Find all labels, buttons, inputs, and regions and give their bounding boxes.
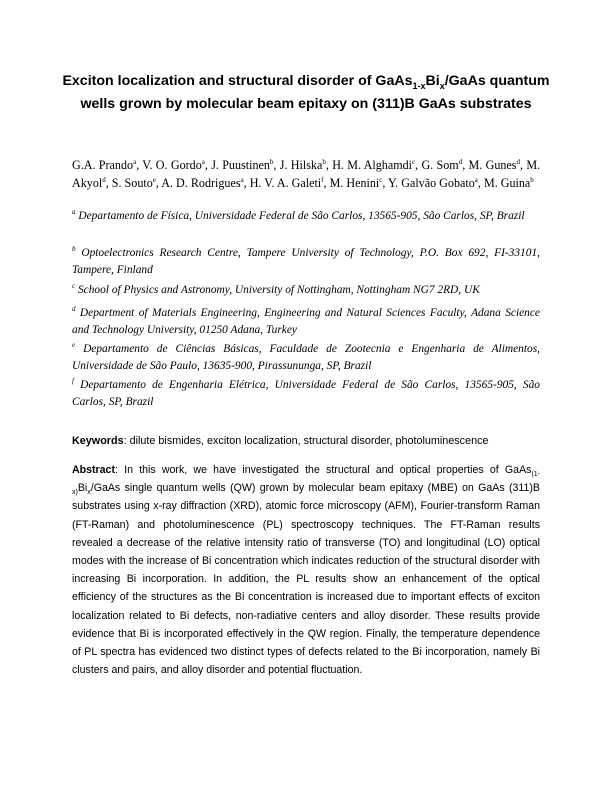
author: M. Henini$^c$ (329, 175, 383, 190)
abstract-label: Abstract (72, 464, 115, 476)
keywords-section (72, 434, 540, 448)
affiliation-mark: a (72, 208, 76, 217)
title-subscript-2: x (439, 80, 445, 91)
affiliation-mark: c (72, 282, 76, 291)
abstract-text-mid: Bi (77, 482, 88, 495)
abstract-text-body: /GaAs single quantum wells (QW) grown by molecular beam epitaxy (MBE) on GaAs (311)B substrates using x-ray diffraction (XRD), atomic force microscopy (AFM), Fourier-transform Raman (FT-Raman) and photoluminescence (PL) spectroscopy techniques. The FT-Raman results revealed a decrease of the relative intensity ratio of transverse (TO) and longitudinal (LO) optical modes with the increase of Bi concentration which indicates reduction of the structural disorder with increasing Bi incorporation. In addition, the PL results show an enhancement of the optical efficiency of the structures as the Bi concentration is increased due to important effects of exciton localization related to Bi defects, non-radiative centers and alloy disorder. These results provide evidence that Bi is incorporated effectively in the QW region. Finally, the temperature dependence of PL spectra has evidenced two distinct types of defects related to the Bi incorporation, namely Bi clusters and pairs, and alloy disorder and potential fluctuation. (72, 482, 540, 677)
author: A. D. Rodrigues$^a$ (161, 175, 244, 190)
affiliation-text: Departamento de Ciências Básicas, Faculdade de Zootecnia e Engenharia de Alimentos, Universidade de São Paulo, 13635-900, Pirassununga, SP, Brazil (72, 343, 540, 372)
affiliation-text: Departamento de Engenharia Elétrica, Universidade Federal de São Carlos, 13565-905, São Carlos, SP, Brazil (72, 379, 540, 408)
affiliation-c (72, 282, 540, 299)
title-text-1: Exciton localization and structural disorder of GaAs (62, 73, 413, 89)
affiliation-mark: f (72, 377, 74, 386)
affiliation-text: Departamento de Física, Universidade Federal de São Carlos, 13565-905, São Carlos, SP, Brazil (78, 210, 525, 222)
affiliation-mark: e (72, 341, 76, 350)
author-list: G.A. Prando$^a$, V. O. Gordo$^a$, J. Puustinen$^b$, J. Hilska$^b$, H. M. Alghamdi$^c$, G. Som$^d$, M. Gunes$^d$, M. Akyol$^d$, S. Souto$^e$, A. D. Rodrigues$^a$, H. V. A. Galeti$^f$, M. Henini$^c$, Y. Galvão Gobato$^a$, M. Guina$^b$ (72, 157, 541, 190)
affiliation-text: Optoelectronics Research Centre, Tampere University of Technology, P.O. Box 692, FI-33101, Tampere, Finland (72, 247, 540, 276)
affiliation-f (72, 377, 540, 411)
affiliation-mark: d (72, 305, 76, 314)
affiliation-e (72, 341, 540, 375)
abstract-subscript-2: x (87, 489, 91, 497)
author: S. Souto$^e$ (111, 175, 156, 190)
affiliation-b (72, 245, 540, 279)
keywords-label: Keywords (72, 435, 124, 447)
title-subscript-1: 1-x (412, 80, 426, 91)
affiliation-d (72, 305, 540, 339)
author: G.A. Prando$^a$ (72, 157, 137, 172)
author: H. V. A. Galeti$^f$ (249, 175, 324, 190)
author: J. Puustinen$^b$ (211, 157, 274, 172)
affiliation-text: School of Physics and Astronomy, University of Nottingham, Nottingham NG7 2RD, UK (77, 284, 480, 296)
author: M. Gunes$^d$ (468, 157, 520, 172)
title-text-2: Bi (425, 73, 440, 89)
author: M. Guina$^b$ (483, 175, 534, 190)
author: M. Akyol$^d$ (72, 158, 541, 190)
abstract-subscript-1: (1-x) (72, 471, 540, 497)
author: Y. Galvão Gobato$^a$ (388, 175, 478, 190)
abstract-text-lead: : In this work, we have investigated the structural and optical properties of GaAs (114, 464, 532, 476)
paper-title (60, 70, 552, 116)
author: J. Hilska$^b$ (279, 157, 326, 172)
keywords-text: : dilute bismides, exciton localization, structural disorder, photoluminescence (123, 435, 489, 447)
author: H. M. Alghamdi$^c$ (332, 157, 416, 172)
affiliation-mark: b (72, 245, 76, 254)
title-text-3: /GaAs quantum wells grown by molecular beam epitaxy on (311)B GaAs substrates (80, 73, 550, 112)
author: V. O. Gordo$^a$ (142, 157, 205, 172)
abstract-section (72, 461, 540, 679)
affiliation-text: Department of Materials Engineering, Engineering and Natural Sciences Faculty, Adana Science and Technology University, 01250 Adana, Turkey (72, 307, 540, 336)
author: G. Som$^d$ (421, 157, 463, 172)
affiliation-a (72, 208, 540, 225)
